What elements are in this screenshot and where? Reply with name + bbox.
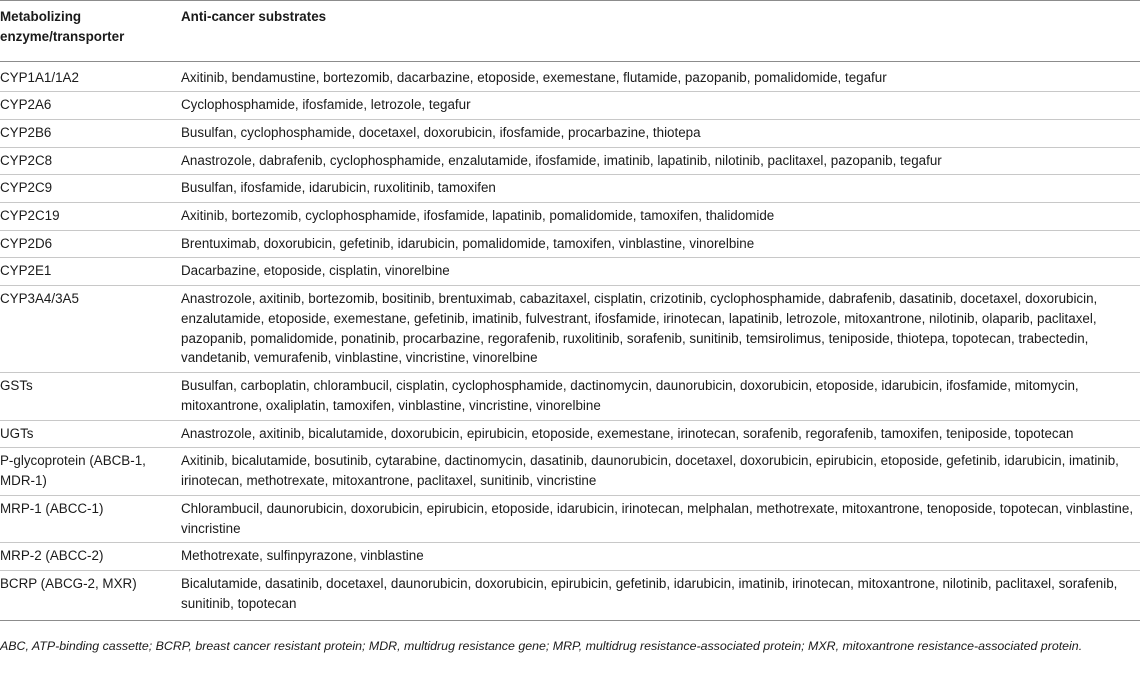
substrates-cell: Axitinib, bicalutamide, bosutinib, cytarabine, dactinomycin, dasatinib, daunorubicin, docetaxel, doxorubicin, epirubicin, etoposide, gefetinib, idarubicin, imatinib, irinotecan, methotrexate, mitoxantrone, paclitaxel, sunitinib, vincristine [181,448,1140,495]
substrates-cell: Brentuximab, doxorubicin, gefetinib, idarubicin, pomalidomide, tamoxifen, vinblastine, vinorelbine [181,230,1140,258]
substrates-cell: Axitinib, bendamustine, bortezomib, dacarbazine, etoposide, exemestane, flutamide, pazopanib, pomalidomide, tegafur [181,61,1140,92]
table-row [0,61,1140,92]
header-enzyme: Metabolizing enzyme/transporter [0,1,181,62]
enzyme-cell: CYP2B6 [0,119,181,147]
table-row [0,448,1140,495]
enzyme-cell: UGTs [0,420,181,448]
substrates-cell: Axitinib, bortezomib, cyclophosphamide, ifosfamide, lapatinib, pomalidomide, tamoxifen, thalidomide [181,203,1140,231]
table-row [0,420,1140,448]
enzyme-cell: P-glycoprotein (ABCB-1, MDR-1) [0,448,181,495]
substrates-cell: Anastrozole, axitinib, bicalutamide, doxorubicin, epirubicin, etoposide, exemestane, irinotecan, sorafenib, regorafenib, tamoxifen, teniposide, topotecan [181,420,1140,448]
table-row [0,286,1140,373]
table-header [0,1,1140,62]
table-row [0,147,1140,175]
table-row [0,258,1140,286]
substrates-cell: Chlorambucil, daunorubicin, doxorubicin, epirubicin, etoposide, idarubicin, irinotecan, melphalan, methotrexate, mitoxantrone, tenoposide, topotecan, vinblastine, vincristine [181,495,1140,542]
enzyme-cell: CYP2C19 [0,203,181,231]
table-row [0,119,1140,147]
substrates-cell: Anastrozole, axitinib, bortezomib, bositinib, brentuximab, cabazitaxel, cisplatin, crizotinib, cyclophosphamide, dabrafenib, dasatinib, docetaxel, doxorubicin, enzalutamide, etoposide, exemestane, gefetinib, imatinib, fulvestrant, ifosfamide, irinotecan, lapatinib, letrozole, mitoxantrone, nilotinib, olaparib, paclitaxel, pazopanib, pomalidomide, ponatinib, procarbazine, regorafenib, ruxolitinib, sorafenib, sunitinib, temsirolimus, teniposide, thiotepa, topotecan, trabectedin, vandetanib, vemurafenib, vinblastine, vincristine, vinorelbine [181,286,1140,373]
enzyme-cell: MRP-1 (ABCC-1) [0,495,181,542]
table-row [0,543,1140,571]
enzyme-cell: BCRP (ABCG-2, MXR) [0,571,181,621]
enzyme-cell: CYP3A4/3A5 [0,286,181,373]
enzyme-cell: CYP2D6 [0,230,181,258]
enzyme-cell: CYP2C8 [0,147,181,175]
table-row [0,175,1140,203]
enzyme-cell: CYP2C9 [0,175,181,203]
table-row [0,495,1140,542]
table-row [0,203,1140,231]
substrates-cell: Bicalutamide, dasatinib, docetaxel, daunorubicin, doxorubicin, epirubicin, gefetinib, idarubicin, imatinib, irinotecan, mitoxantrone, nilotinib, paclitaxel, sorafenib, sunitinib, topotecan [181,571,1140,621]
substrates-cell: Dacarbazine, etoposide, cisplatin, vinorelbine [181,258,1140,286]
substrates-cell: Busulfan, carboplatin, chlorambucil, cisplatin, cyclophosphamide, dactinomycin, daunorubicin, doxorubicin, etoposide, idarubicin, ifosfamide, mitomycin, mitoxantrone, oxaliplatin, tamoxifen, vinblastine, vincristine, vinorelbine [181,373,1140,420]
enzyme-cell: CYP2A6 [0,92,181,120]
header-substrates: Anti-cancer substrates [181,1,1140,62]
table-row [0,92,1140,120]
substrates-cell: Anastrozole, dabrafenib, cyclophosphamide, enzalutamide, ifosfamide, imatinib, lapatinib, nilotinib, paclitaxel, pazopanib, tegafur [181,147,1140,175]
header-row [0,1,1140,62]
substrates-cell: Busulfan, ifosfamide, idarubicin, ruxolitinib, tamoxifen [181,175,1140,203]
table-row [0,373,1140,420]
enzyme-cell: MRP-2 (ABCC-2) [0,543,181,571]
enzyme-cell: CYP1A1/1A2 [0,61,181,92]
substrates-cell: Methotrexate, sulfinpyrazone, vinblastine [181,543,1140,571]
table-body [0,61,1140,620]
substrates-cell: Cyclophosphamide, ifosfamide, letrozole, tegafur [181,92,1140,120]
enzyme-cell: GSTs [0,373,181,420]
table-row [0,230,1140,258]
table-row [0,571,1140,621]
substrates-cell: Busulfan, cyclophosphamide, docetaxel, doxorubicin, ifosfamide, procarbazine, thiotepa [181,119,1140,147]
enzyme-cell: CYP2E1 [0,258,181,286]
table-footnote: ABC, ATP-binding cassette; BCRP, breast cancer resistant protein; MDR, multidrug resistance gene; MRP, multidrug resistance-associated protein; MXR, mitoxantrone resistance-associated protein. [0,638,1083,653]
